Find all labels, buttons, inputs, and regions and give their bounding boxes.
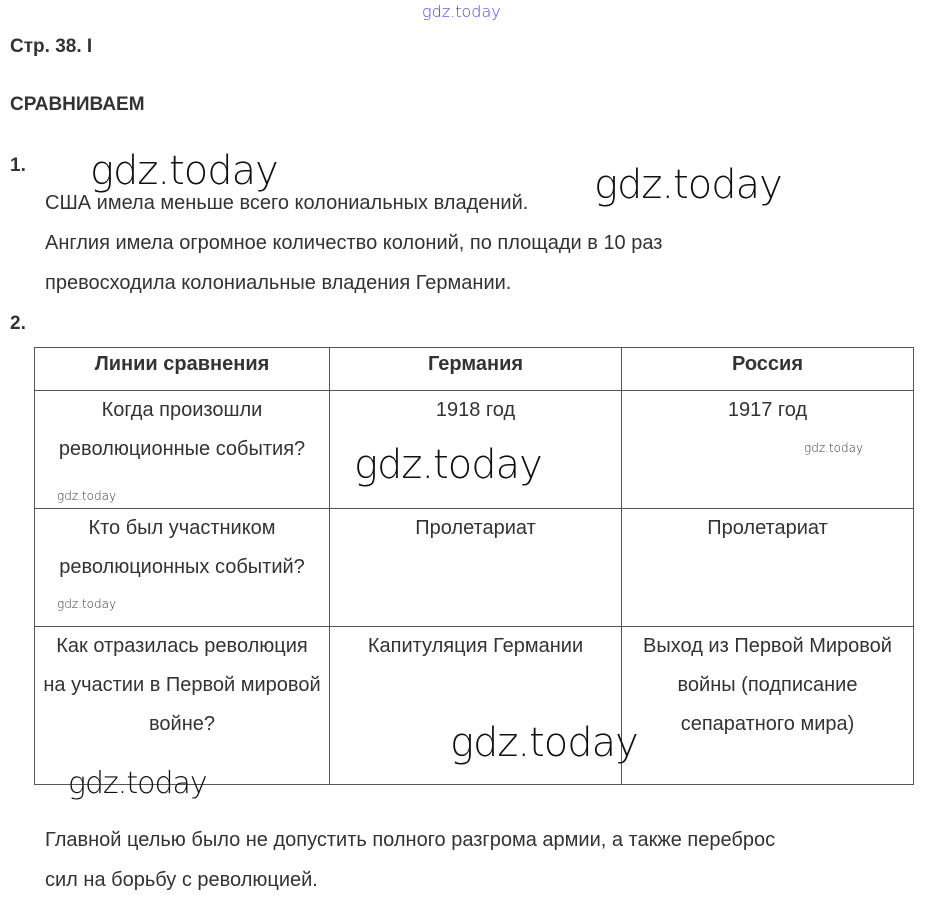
watermark: gdz.today	[422, 2, 501, 21]
table-cell: Как отразилась революция на участии в Первой мировой войне?	[35, 627, 330, 785]
answer-1	[45, 183, 662, 303]
column-header: Линии сравнения	[35, 348, 330, 391]
watermark: gdz.today	[90, 148, 278, 194]
table-cell: Когда произошли революционные события?	[35, 391, 330, 509]
table-cell: Выход из Первой Мировой войны (подписание сепаратного мира)	[622, 627, 914, 785]
table-cell: Кто был участником революционных событий?	[35, 509, 330, 627]
conclusion	[45, 820, 775, 900]
table-cell: Пролетариат	[330, 509, 622, 627]
answer-line: Англия имела огромное количество колоний, по площади в 10 раз	[45, 232, 663, 254]
question-2-number: 2.	[10, 313, 26, 334]
answer-line: превосходила колониальные владения Германии.	[45, 272, 512, 294]
answer-line: США имела меньше всего колониальных владений.	[45, 192, 529, 214]
watermark: gdz.today	[68, 766, 207, 801]
watermark: gdz.today	[450, 720, 638, 766]
column-header: Германия	[330, 348, 622, 391]
conclusion-line: сил на борьбу с революцией.	[45, 869, 318, 891]
section-title: СРАВНИВАЕМ	[10, 94, 145, 115]
watermark: gdz.today	[804, 441, 864, 455]
table-cell: Пролетариат	[622, 509, 914, 627]
table-cell: Капитуляция Германии	[330, 627, 622, 785]
question-1-number: 1.	[10, 155, 26, 176]
table-cell: 1918 год	[330, 391, 622, 509]
watermark: gdz.today	[354, 442, 542, 488]
watermark: gdz.today	[594, 162, 782, 208]
column-header: Россия	[622, 348, 914, 391]
conclusion-line: Главной целью было не допустить полного разгрома армии, а также переброс	[45, 829, 776, 851]
table-cell: 1917 год	[622, 391, 914, 509]
page-header: Стр. 38. I	[10, 36, 93, 57]
watermark: gdz.today	[57, 489, 117, 503]
table-row	[35, 509, 914, 627]
watermark: gdz.today	[57, 597, 117, 611]
table-header-row	[35, 348, 914, 391]
